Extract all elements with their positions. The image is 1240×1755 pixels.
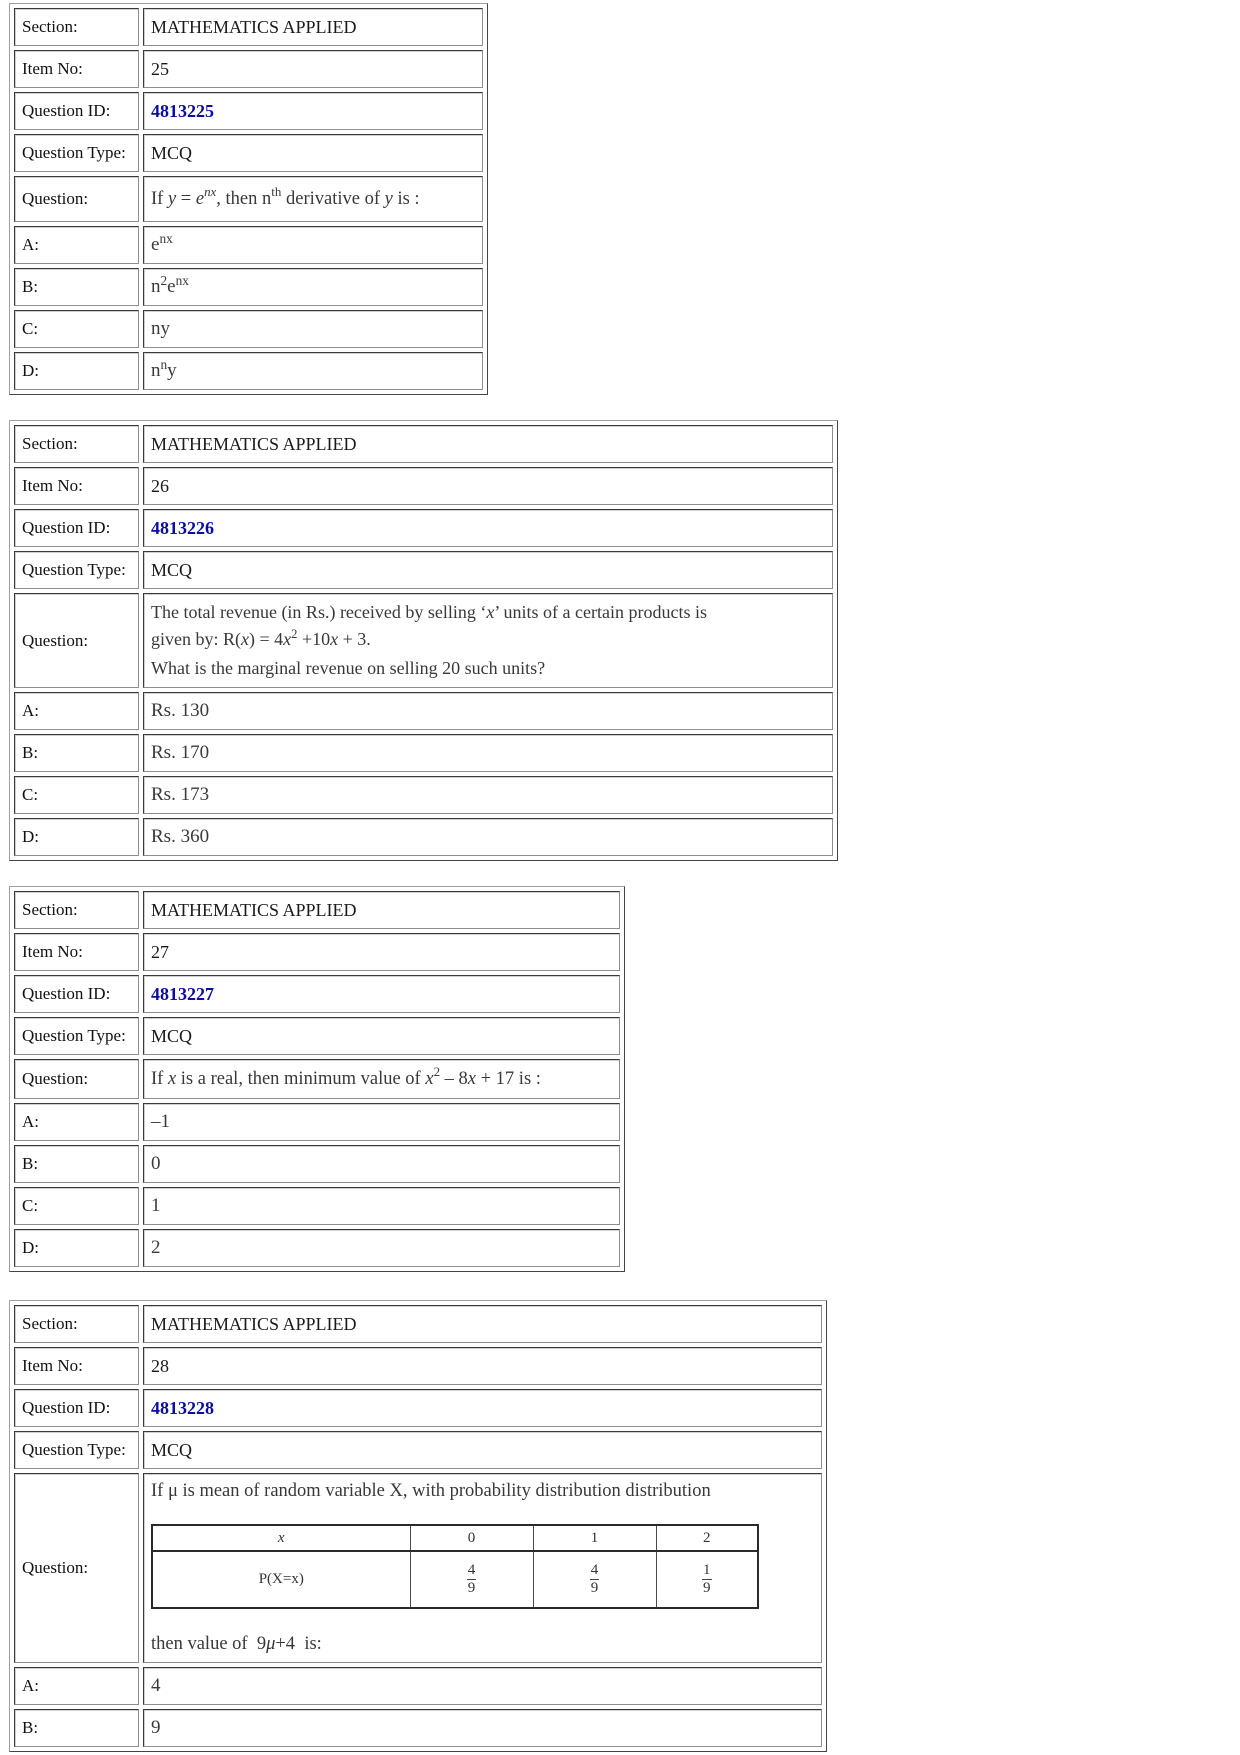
option-a-value: –1 xyxy=(143,1103,620,1141)
question-text-segment: + 17 is : xyxy=(476,1068,541,1089)
math-exponent: nx xyxy=(159,230,173,246)
math-number: 9 xyxy=(256,1634,267,1654)
option-a-row xyxy=(14,1667,822,1705)
section-value: MATHEMATICS APPLIED xyxy=(143,8,483,46)
question-text-segment: – 8 xyxy=(440,1068,468,1089)
math-variable: y xyxy=(384,188,393,209)
option-b-value: 9 xyxy=(143,1709,822,1747)
question-id-row xyxy=(14,1389,822,1427)
option-b-label: B: xyxy=(14,268,139,306)
item-no-label: Item No: xyxy=(14,467,139,505)
question-id-row xyxy=(14,92,483,130)
question-row xyxy=(14,593,833,688)
question-id-label: Question ID: xyxy=(14,975,139,1013)
option-a-value xyxy=(143,226,483,264)
math-variable: x xyxy=(330,629,339,649)
math-base: y xyxy=(167,360,177,381)
question-id-value: 4813226 xyxy=(143,509,833,547)
math-exponent: 2 xyxy=(433,1064,441,1080)
question-id-label: Question ID: xyxy=(14,1389,139,1427)
question-row xyxy=(14,1473,822,1663)
question-type-value: MCQ xyxy=(143,1431,822,1469)
math-base: n xyxy=(151,360,161,381)
question-label: Question: xyxy=(14,593,139,688)
section-value: MATHEMATICS APPLIED xyxy=(143,891,620,929)
question-type-row xyxy=(14,551,833,589)
section-row xyxy=(14,425,833,463)
fraction-numerator: 1 xyxy=(703,1562,711,1578)
option-d-row xyxy=(14,352,483,390)
math-variable: e xyxy=(195,188,205,209)
math-variable: x xyxy=(486,602,495,622)
option-c-label: C: xyxy=(14,1187,139,1225)
question-type-label: Question Type: xyxy=(14,1017,139,1055)
option-d-row xyxy=(14,818,833,856)
section-row xyxy=(14,891,620,929)
distribution-probability-row xyxy=(152,1551,758,1608)
fraction xyxy=(590,1562,600,1597)
option-a-label: A: xyxy=(14,226,139,264)
question-text xyxy=(143,1059,620,1099)
distribution-probability xyxy=(533,1551,656,1608)
distribution-probability xyxy=(656,1551,758,1608)
question-table-item-27 xyxy=(9,886,625,1272)
math-base: ny xyxy=(151,318,170,339)
math-variable: x xyxy=(241,629,249,649)
fraction xyxy=(467,1562,477,1597)
math-exponent: 2 xyxy=(291,627,298,642)
question-id-row xyxy=(14,509,833,547)
question-text xyxy=(143,176,483,222)
distribution-x-value: 1 xyxy=(533,1525,656,1551)
option-b-label: B: xyxy=(14,734,139,772)
section-value: MATHEMATICS APPLIED xyxy=(143,425,833,463)
question-text-segment: + 3. xyxy=(338,629,371,649)
question-text-segment: derivative of xyxy=(281,188,385,209)
option-b-value: Rs. 170 xyxy=(143,734,833,772)
option-d-label: D: xyxy=(14,352,139,390)
option-d-label: D: xyxy=(14,818,139,856)
option-c-label: C: xyxy=(14,776,139,814)
question-text-segment: The total revenue (in Rs.) received by selling ‘ xyxy=(151,602,487,622)
fraction-numerator: 4 xyxy=(467,1562,476,1578)
math-variable: x xyxy=(283,629,292,649)
question-text-segment: is : xyxy=(392,188,420,209)
question-id-value: 4813225 xyxy=(143,92,483,130)
section-row xyxy=(14,8,483,46)
section-label: Section: xyxy=(14,1305,139,1343)
fraction-numerator: 4 xyxy=(590,1562,599,1578)
distribution-x-label: x xyxy=(152,1525,410,1551)
question-text-segment: is: xyxy=(295,1634,322,1654)
option-a-label: A: xyxy=(14,692,139,730)
question-label: Question: xyxy=(14,1059,139,1099)
question-text-segment: ’ units of a certain products is xyxy=(494,602,707,622)
fraction xyxy=(702,1562,712,1597)
question-type-value: MCQ xyxy=(143,1017,620,1055)
option-d-value: Rs. 360 xyxy=(143,818,833,856)
option-c-row xyxy=(14,310,483,348)
question-id-label: Question ID: xyxy=(14,509,139,547)
option-a-row xyxy=(14,692,833,730)
question-line-2 xyxy=(151,626,825,655)
item-no-row xyxy=(14,50,483,88)
math-variable: μ xyxy=(266,1634,276,1654)
item-no-label: Item No: xyxy=(14,50,139,88)
option-b-row xyxy=(14,1145,620,1183)
question-type-label: Question Type: xyxy=(14,551,139,589)
question-id-row xyxy=(14,975,620,1013)
option-a-value: 4 xyxy=(143,1667,822,1705)
question-line-1: If μ is mean of random variable X, with probability distribution distribution xyxy=(151,1481,711,1501)
question-text-segment: = xyxy=(176,188,196,209)
item-no-value: 26 xyxy=(143,467,833,505)
distribution-x-value: 0 xyxy=(410,1525,533,1551)
math-exponent: nx xyxy=(204,184,217,200)
question-text-segment: +10 xyxy=(297,629,331,649)
math-base: n xyxy=(151,276,161,297)
section-label: Section: xyxy=(14,891,139,929)
question-text-segment: given by: R( xyxy=(151,629,241,649)
question-id-value: 4813227 xyxy=(143,975,620,1013)
distribution-x-row xyxy=(152,1525,758,1551)
option-c-label: C: xyxy=(14,310,139,348)
item-no-row xyxy=(14,467,833,505)
question-label: Question: xyxy=(14,176,139,222)
item-no-label: Item No: xyxy=(14,933,139,971)
option-d-value: 2 xyxy=(143,1229,620,1267)
item-no-row xyxy=(14,1347,822,1385)
item-no-value: 25 xyxy=(143,50,483,88)
fraction-denominator: 9 xyxy=(590,1580,599,1596)
item-no-value: 27 xyxy=(143,933,620,971)
distribution-p-label: P(X=x) xyxy=(152,1551,410,1608)
option-b-value xyxy=(143,268,483,306)
item-no-value: 28 xyxy=(143,1347,822,1385)
option-d-row xyxy=(14,1229,620,1267)
math-variable: x xyxy=(467,1068,476,1089)
question-line-3: What is the marginal revenue on selling 20 such units? xyxy=(151,658,546,678)
question-type-row xyxy=(14,134,483,172)
option-b-label: B: xyxy=(14,1709,139,1747)
question-row xyxy=(14,176,483,222)
distribution-x-value: 2 xyxy=(656,1525,758,1551)
question-line-3 xyxy=(151,1631,814,1657)
question-table-item-26 xyxy=(9,420,838,861)
fraction-denominator: 9 xyxy=(467,1580,476,1596)
option-a-row xyxy=(14,226,483,264)
question-type-row xyxy=(14,1017,620,1055)
option-c-value xyxy=(143,310,483,348)
math-exponent: 2 xyxy=(160,272,168,288)
option-c-row xyxy=(14,1187,620,1225)
option-b-value: 0 xyxy=(143,1145,620,1183)
math-exponent: n xyxy=(160,356,168,372)
question-id-value: 4813228 xyxy=(143,1389,822,1427)
item-no-row xyxy=(14,933,620,971)
question-line-1 xyxy=(151,599,825,626)
math-exponent: nx xyxy=(175,272,189,288)
question-id-label: Question ID: xyxy=(14,92,139,130)
question-text-segment: ) = 4 xyxy=(249,629,284,649)
math-variable: x xyxy=(167,1068,177,1089)
question-type-label: Question Type: xyxy=(14,134,139,172)
option-b-row xyxy=(14,734,833,772)
math-variable: y xyxy=(167,188,177,209)
section-label: Section: xyxy=(14,8,139,46)
math-base: e xyxy=(151,234,160,255)
question-text-segment: then value of xyxy=(151,1634,257,1654)
math-superscript: th xyxy=(271,184,282,200)
item-no-label: Item No: xyxy=(14,1347,139,1385)
question-text-segment: If xyxy=(151,188,168,209)
question-table-item-28 xyxy=(9,1300,827,1752)
probability-distribution-table xyxy=(151,1524,759,1609)
fraction-denominator: 9 xyxy=(703,1580,711,1596)
question-type-value: MCQ xyxy=(143,134,483,172)
option-b-row xyxy=(14,268,483,306)
option-b-row xyxy=(14,1709,822,1747)
question-label: Question: xyxy=(14,1473,139,1663)
section-value: MATHEMATICS APPLIED xyxy=(143,1305,822,1343)
question-table-item-25 xyxy=(9,3,488,395)
math-number: +4 xyxy=(275,1634,296,1654)
option-c-value: 1 xyxy=(143,1187,620,1225)
option-a-label: A: xyxy=(14,1103,139,1141)
question-text-segment: , then n xyxy=(216,188,272,209)
distribution-probability xyxy=(410,1551,533,1608)
option-b-label: B: xyxy=(14,1145,139,1183)
math-base: e xyxy=(167,276,176,297)
section-label: Section: xyxy=(14,425,139,463)
option-a-label: A: xyxy=(14,1667,139,1705)
option-c-row xyxy=(14,776,833,814)
question-text-segment: is a real, then minimum value of xyxy=(176,1068,426,1089)
question-text-segment: If xyxy=(151,1068,168,1089)
question-type-value: MCQ xyxy=(143,551,833,589)
option-a-row xyxy=(14,1103,620,1141)
question-type-label: Question Type: xyxy=(14,1431,139,1469)
question-type-row xyxy=(14,1431,822,1469)
question-row xyxy=(14,1059,620,1099)
option-d-value xyxy=(143,352,483,390)
option-d-label: D: xyxy=(14,1229,139,1267)
option-a-value: Rs. 130 xyxy=(143,692,833,730)
question-text xyxy=(143,593,833,688)
question-text xyxy=(143,1473,822,1663)
math-variable: x xyxy=(425,1068,434,1089)
option-c-value: Rs. 173 xyxy=(143,776,833,814)
section-row xyxy=(14,1305,822,1343)
